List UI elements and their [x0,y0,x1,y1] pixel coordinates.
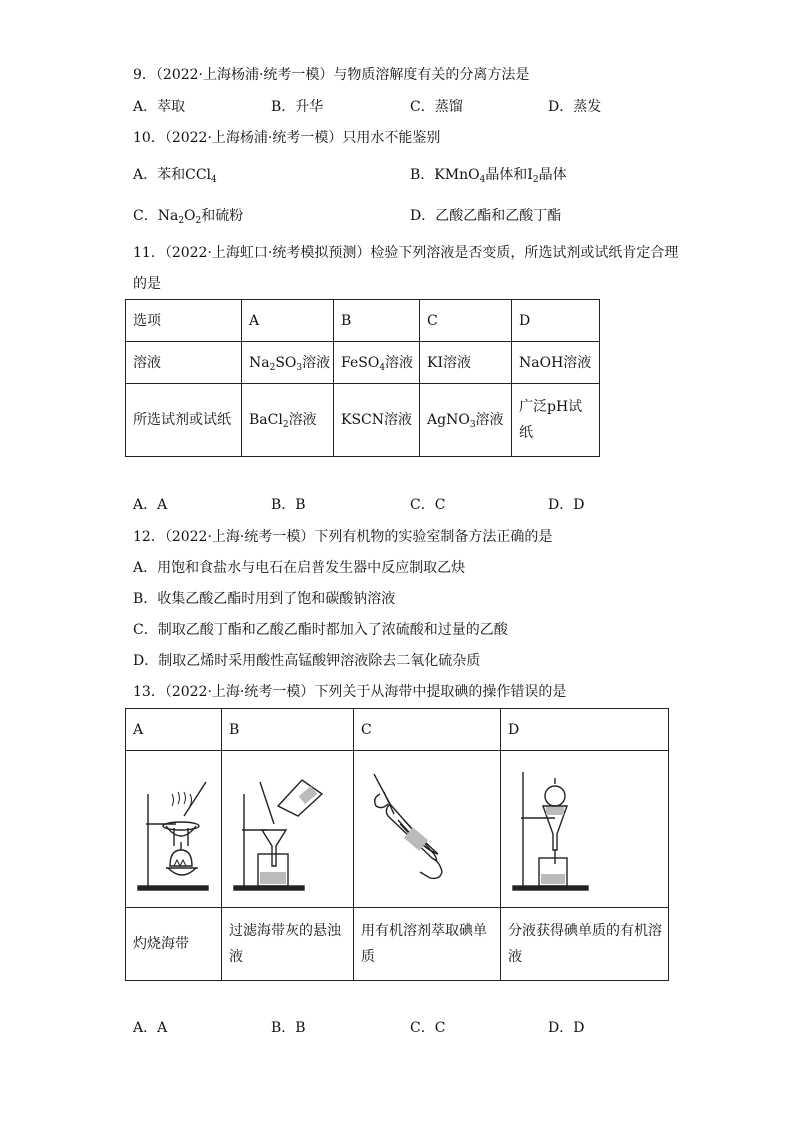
q13-option-b: B．B [271,1020,306,1036]
q13-caption-a: 灼烧海带 [126,908,222,981]
q13-header-b: B [222,709,354,751]
q11-row1-d: NaOH溶液 [512,342,600,384]
q13-image-c [354,751,501,908]
q13-option-d: D．D [548,1020,585,1036]
q11-header-a: A [242,300,334,342]
q13-caption-c: 用有机溶剂萃取碘单 质 [354,908,501,981]
q11-row1-a: $Na_2SO_3$溶液 [242,342,334,384]
q13-image-a [126,751,222,908]
q11-row1-c: KI溶液 [420,342,512,384]
filtration-apparatus-icon [222,754,342,904]
q11-row2-d: 广泛pH试 纸 [512,384,600,457]
q12-option-a: A．用饱和食盐水与电石在启普发生器中反应制取乙炔 [133,560,466,576]
q12-option-d: D．制取乙烯时采用酸性高锰酸钾溶液除去二氧化硫杂质 [133,653,481,669]
q10-option-c: C．$Na_2O_2$和硫粉 [133,208,244,226]
q11-row2-label: 所选试剂或试纸 [126,384,242,457]
q11-option-c: C．C [410,497,446,513]
q11-row2-a: BaCl$_2$溶液 [242,384,334,457]
q13-option-a: A．A [133,1020,168,1036]
q10-option-d: D．乙酸乙酯和乙酸丁酯 [410,208,562,224]
q11-header-c: C [420,300,512,342]
q13-header-c: C [354,709,501,751]
q13-option-c: C．C [410,1020,446,1036]
q13-image-b [222,751,354,908]
q11-table-row-reagent [126,384,600,457]
q13-table-caption-row [126,908,669,981]
q12-option-b: B．收集乙酸乙酯时用到了饱和碳酸钠溶液 [133,591,396,607]
q10-option-a: A．苯和CCl$_4$ [133,167,217,185]
q13-header-d: D [501,709,669,751]
q11-row1-b: FeSO$_4$溶液 [334,342,420,384]
q11-stem-line2: 的是 [133,276,161,292]
q12-stem: 12．（2022·上海·统考一模）下列有机物的实验室制备方法正确的是 [133,529,553,545]
q11-row2-b: KSCN溶液 [334,384,420,457]
q13-header-a: A [126,709,222,751]
q13-table-header-row [126,709,669,751]
q11-stem-line1: 11．（2022·上海虹口·统考模拟预测）检验下列溶液是否变质，所选试剂或试纸肯定合理 [133,245,679,261]
q11-header-b: B [334,300,420,342]
q11-table-header-row [126,300,600,342]
q11-table-row-solution [126,342,600,384]
separatory-funnel-apparatus-icon [501,754,666,904]
q9-option-a: A．萃取 [133,99,186,115]
q13-caption-d: 分液获得碘单质的有机溶 液 [501,908,669,981]
q10-stem: 10．（2022·上海杨浦·统考一模）只用水不能鉴别 [133,130,441,146]
q11-header-option: 选项 [126,300,242,342]
q11-table [125,299,600,457]
q9-option-b: B．升华 [271,99,324,115]
q9-option-d: D．蒸发 [548,99,602,115]
q11-option-d: D．D [548,497,585,513]
q9-option-c: C．蒸馏 [410,99,463,115]
burning-apparatus-icon [126,754,221,904]
q11-row1-label: 溶液 [126,342,242,384]
q13-table [125,708,669,981]
q13-stem: 13．（2022·上海·统考一模）下列关于从海带中提取碘的操作错误的是 [133,684,567,700]
q10-option-b: B．KMnO$_4$晶体和$I_2$晶体 [410,167,567,185]
q11-row2-c: AgNO$_3$溶液 [420,384,512,457]
q13-image-d [501,751,669,908]
q12-option-c: C．制取乙酸丁酯和乙酸乙酯时都加入了浓硫酸和过量的乙酸 [133,622,508,638]
q13-caption-b: 过滤海带灰的悬浊 液 [222,908,354,981]
q11-option-a: A．A [133,497,168,513]
q9-stem: 9．（2022·上海杨浦·统考一模）与物质溶解度有关的分离方法是 [133,67,530,83]
extraction-funnel-icon [354,754,489,904]
q13-table-image-row [126,751,669,908]
q11-option-b: B．B [271,497,306,513]
q11-header-d: D [512,300,600,342]
